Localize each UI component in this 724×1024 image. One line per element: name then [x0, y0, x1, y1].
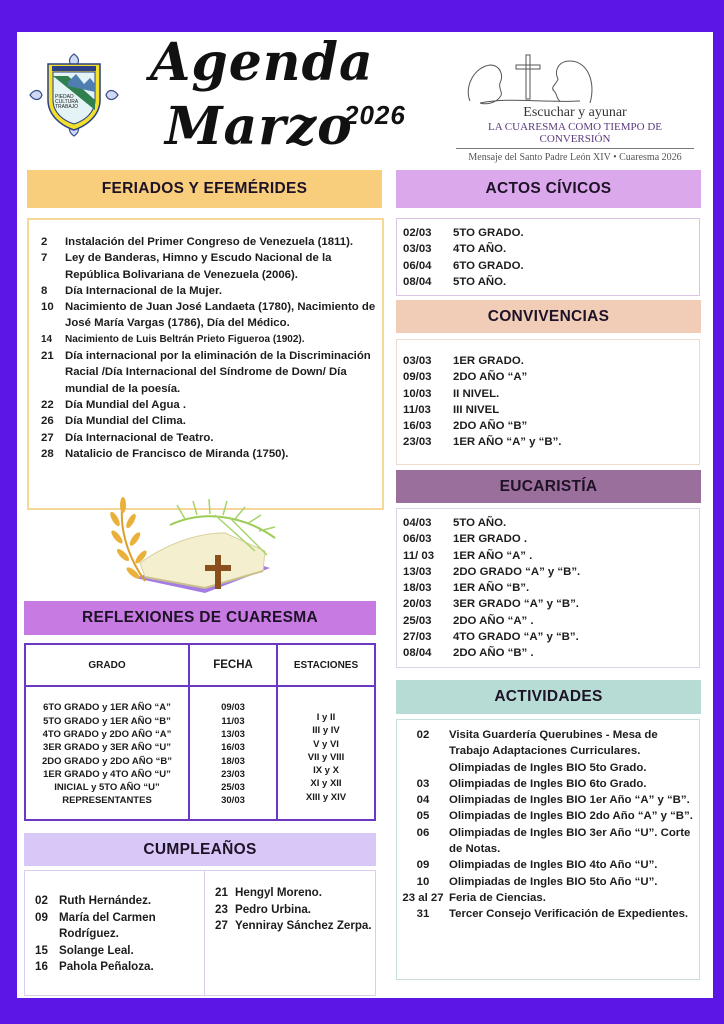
fecha-entry: 25/03	[221, 782, 245, 794]
birthday-name: Solange Leal.	[59, 943, 134, 957]
grado-entry: 5TO GRADO y 1ER AÑO “B”	[43, 715, 171, 727]
convivencia-item-date: 16/03	[403, 420, 432, 433]
eucaristia-item	[403, 645, 699, 661]
feriado-item	[41, 446, 376, 462]
actos-list	[397, 219, 699, 290]
acto-item	[403, 225, 699, 241]
eucaristia-item-text: 2DO AÑO “B” .	[453, 647, 534, 660]
fecha-cell	[189, 686, 277, 820]
title-year: 2026	[344, 100, 406, 130]
convivencia-item-text: 2DO AÑO “A”	[453, 371, 528, 384]
estacion-entry: III y IV	[312, 725, 340, 737]
fecha-entry: 23/03	[221, 768, 245, 780]
acto-item-text: 5TO AÑO.	[453, 275, 507, 288]
convivencia-item-text: II NIVEL.	[453, 387, 500, 400]
actividad-text: Feria de Ciencias.	[449, 891, 546, 904]
fecha-entry: 30/03	[221, 795, 245, 807]
actividad-text: Olimpiadas de Ingles BIO 3er Año “U”. Corte de Notas.	[449, 826, 691, 856]
eucaristia-item-text: 2DO AÑO “A” .	[453, 614, 534, 627]
eucaristia-item-text: 3ER GRADO “A” y “B”.	[453, 598, 579, 611]
actividad-item	[397, 906, 693, 922]
eucaristia-item-date: 08/04	[403, 647, 432, 660]
actividad-day: 10	[416, 875, 430, 888]
acto-item-date: 02/03	[403, 227, 432, 239]
convivencias-header: CONVIVENCIAS	[396, 300, 701, 333]
estacion-entry: VII y VIII	[307, 751, 345, 763]
fecha-entry: 09/03	[221, 702, 245, 714]
cross-silhouettes-icon	[460, 53, 600, 111]
reflexiones-table	[24, 643, 376, 821]
feriado-day: 8	[41, 284, 48, 297]
actividades-box	[396, 719, 700, 980]
feriados-box	[27, 218, 384, 510]
reflexiones-header: REFLEXIONES DE CUARESMA	[24, 601, 376, 635]
actividad-item	[397, 825, 693, 858]
convivencia-item	[403, 434, 699, 450]
actividad-item	[397, 890, 693, 906]
eucaristia-item	[403, 613, 699, 629]
grado-entry: REPRESENTANTES	[62, 795, 152, 807]
birthday-item	[35, 959, 204, 976]
birthday-name: Ruth Hernández.	[59, 894, 152, 907]
actividad-text: Tercer Consejo Verificación de Expedientes.	[449, 908, 689, 921]
birthday-name: Hengyl Moreno.	[235, 886, 322, 899]
birthday-item	[215, 885, 375, 902]
fecha-entry: 11/03	[221, 715, 245, 727]
cumpleanos-header: CUMPLEAÑOS	[24, 833, 376, 866]
cumpleanos-left-list	[25, 871, 205, 995]
title-month: Marzo	[165, 96, 353, 157]
actividad-text: Olimpiadas de Ingles BIO 5to Año “U”.	[449, 875, 658, 888]
birthday-name: María del Carmen Rodríguez.	[59, 910, 156, 940]
birthday-day: 09	[35, 910, 48, 924]
eucaristia-item	[403, 564, 699, 580]
grado-cell	[25, 686, 189, 820]
convivencia-item-date: 23/03	[403, 436, 432, 449]
convivencias-box	[396, 339, 700, 465]
acto-item-text: 6TO GRADO.	[453, 259, 524, 272]
actividades-header: ACTIVIDADES	[396, 680, 701, 714]
estacion-entry: XI y XII	[310, 778, 342, 790]
feriado-day: 7	[41, 252, 48, 265]
feriado-item	[41, 413, 376, 429]
feriado-item	[41, 332, 376, 348]
grado-entry: INICIAL y 5TO AÑO “U”	[54, 782, 160, 794]
feriado-text: Ley de Banderas, Himno y Escudo Nacional de la República Bolivariana de Venezuela (2006).	[65, 252, 332, 281]
eucaristia-item-date: 18/03	[403, 582, 432, 595]
feriado-item	[41, 430, 376, 446]
col-header-estaciones: ESTACIONES	[277, 644, 375, 686]
actividad-text: Olimpiadas de Ingles BIO 1er Año “A” y “B”.	[449, 794, 690, 807]
convivencia-item	[403, 353, 699, 369]
birthday-item	[215, 918, 375, 935]
eucaristia-item	[403, 629, 699, 645]
eucaristia-item-date: 06/03	[403, 533, 432, 546]
estacion-entry: I y II	[316, 712, 336, 723]
eucaristia-item-text: 4TO GRADO “A” y “B”.	[453, 631, 579, 644]
birthday-name: Yenniray Sánchez Zerpa.	[235, 919, 372, 932]
cumpleanos-box	[24, 870, 376, 996]
feriado-day: 2	[41, 236, 48, 248]
feriado-text: Día Internacional de la Mujer.	[65, 284, 222, 297]
feriado-text: Día Internacional de Teatro.	[65, 431, 214, 444]
estacion-entry: V y VI	[313, 738, 339, 750]
birthday-day: 16	[35, 960, 48, 973]
feriado-day: 21	[41, 350, 54, 363]
grado-entry: 1ER GRADO y 4TO AÑO “U”	[43, 768, 171, 780]
school-crest-logo	[28, 52, 120, 138]
feriado-text: Natalicio de Francisco de Miranda (1750).	[65, 447, 289, 460]
feriado-text: Día Mundial del Agua .	[65, 398, 187, 411]
convivencia-item-date: 09/03	[403, 371, 432, 384]
acto-item-date: 06/04	[403, 259, 432, 272]
actividad-item	[397, 792, 693, 808]
grado-entry: 4TO GRADO y 2DO AÑO “A”	[42, 728, 172, 740]
convivencia-item-text: 2DO AÑO “B”	[453, 420, 528, 433]
actividad-day: 03	[416, 777, 430, 790]
feriado-text: Día internacional por la eliminación de la Discriminación Racial /Día Internacional del Síndrome de Down/ Día mundial de la poesía.	[65, 350, 371, 395]
acto-item	[403, 241, 699, 257]
feriado-text: Nacimiento de Luis Beltrán Prieto Figueroa (1902).	[65, 333, 305, 345]
actos-header: ACTOS CÍVICOS	[396, 170, 701, 208]
actividad-text: Olimpiadas de Ingles BIO 2do Año “A” y “B”.	[449, 810, 693, 823]
grado-entry: 3ER GRADO y 3ER AÑO “U”	[43, 742, 171, 754]
birthday-name: Pahola Peñaloza.	[59, 960, 154, 973]
actividad-item	[397, 727, 693, 776]
col-header-fecha: FECHA	[189, 644, 277, 686]
feriado-item	[41, 234, 376, 250]
eucaristia-item-date: 04/03	[403, 517, 432, 529]
reflexiones-table-wrap	[24, 643, 376, 821]
eucaristia-item-date: 11/ 03	[403, 549, 435, 562]
eucaristia-item-date: 27/03	[403, 631, 432, 644]
acto-item	[403, 274, 699, 290]
actividad-text: Olimpiadas de Ingles BIO 6to Grado.	[449, 777, 647, 790]
birthday-day: 02	[35, 894, 48, 907]
convivencia-item-date: 10/03	[403, 387, 432, 400]
birthday-day: 21	[215, 886, 228, 899]
actividad-item	[397, 874, 693, 890]
fecha-entry: 13/03	[221, 728, 245, 740]
actividad-day: 04	[416, 794, 430, 807]
actividad-day: 02	[416, 729, 430, 741]
actividad-day: 06	[416, 826, 430, 839]
feriado-item	[41, 348, 376, 397]
birthday-item	[35, 910, 204, 943]
eucaristia-header: EUCARISTÍA	[396, 470, 701, 503]
acto-item	[403, 258, 699, 274]
lent-logo-line2: LA CUARESMA COMO TIEMPO DE CONVERSIÓN	[456, 121, 694, 149]
eucaristia-item	[403, 515, 699, 531]
convivencia-item	[403, 418, 699, 434]
birthday-name: Pedro Urbina.	[235, 902, 312, 916]
eucaristia-item-text: 5TO AÑO.	[453, 517, 507, 529]
convivencia-item	[403, 369, 699, 385]
actividad-day: 23 al 27	[402, 891, 444, 904]
cumpleanos-right-list	[205, 871, 375, 995]
actividad-item	[397, 776, 693, 792]
title-agenda: Agenda	[150, 32, 374, 93]
col-header-grado: GRADO	[25, 644, 189, 686]
birthday-day: 15	[35, 943, 48, 957]
convivencia-item	[403, 386, 699, 402]
actos-box	[396, 218, 700, 296]
convivencia-item-date: 03/03	[403, 355, 432, 367]
actividad-day: 05	[416, 810, 430, 823]
birthday-item	[215, 902, 375, 919]
actividad-item	[397, 857, 693, 873]
actividad-item	[397, 808, 693, 824]
lent-logo-line1: Escuchar y ayunar	[523, 105, 627, 120]
feriado-text: Instalación del Primer Congreso de Venezuela (1811).	[65, 236, 354, 248]
birthday-item	[35, 893, 204, 910]
feriado-day: 14	[41, 333, 53, 345]
lent-logo-line3: Mensaje del Santo Padre León XIV • Cuaresma 2026	[468, 152, 682, 163]
feriado-item	[41, 397, 376, 413]
convivencia-item-date: 11/03	[403, 403, 431, 416]
convivencias-list	[397, 340, 699, 451]
acto-item-text: 5TO GRADO.	[453, 227, 524, 239]
eucaristia-item	[403, 596, 699, 612]
svg-text:CULTURA: CULTURA	[55, 99, 79, 105]
convivencia-item-text: 1ER AÑO “A” y “B”.	[453, 436, 562, 449]
eucaristia-item-text: 1ER AÑO “B”.	[453, 582, 530, 595]
feriados-list	[29, 220, 382, 462]
feriado-day: 28	[41, 447, 54, 460]
estaciones-cell	[277, 686, 375, 820]
eucaristia-item-text: 2DO GRADO “A” y “B”.	[453, 565, 581, 578]
fecha-entry: 16/03	[221, 742, 245, 754]
eucaristia-item-date: 13/03	[403, 565, 432, 578]
feriado-item	[41, 283, 376, 299]
palm-bible-illustration	[105, 493, 285, 601]
actividad-text: Olimpiadas de Ingles BIO 4to Año “U”.	[449, 859, 658, 872]
eucaristia-item	[403, 531, 699, 547]
estacion-entry: IX y X	[313, 765, 339, 777]
eucaristia-item-text: 1ER GRADO .	[453, 533, 528, 546]
eucaristia-list	[397, 509, 699, 662]
svg-text:TRABAJO: TRABAJO	[55, 104, 79, 110]
feriado-day: 22	[41, 398, 54, 411]
eucaristia-item-date: 25/03	[403, 614, 432, 627]
convivencia-item	[403, 402, 699, 418]
grado-entry: 2DO GRADO y 2DO AÑO “B”	[41, 755, 173, 767]
feriado-text: Nacimiento de Juan José Landaeta (1780), Nacimiento de José María Vargas (1786), Día del Médico.	[65, 301, 376, 330]
acto-item-date: 03/03	[403, 243, 432, 256]
birthday-day: 23	[215, 902, 228, 916]
eucaristia-item-text: 1ER AÑO “A” .	[453, 549, 533, 562]
fecha-entry: 18/03	[221, 755, 245, 767]
feriado-day: 10	[41, 301, 54, 314]
eucaristia-box	[396, 508, 700, 668]
birthday-item	[35, 943, 204, 960]
actividad-text: Visita Guardería Querubines - Mesa de Trabajo Adaptaciones Curriculares. Olimpiadas de Ingles BIO 5to Grado.	[449, 729, 658, 774]
actividad-day: 09	[416, 859, 430, 872]
acto-item-text: 4TO AÑO.	[453, 243, 507, 256]
grado-entry: 6TO GRADO y 1ER AÑO “A”	[43, 702, 171, 714]
svg-text:PIEDAD: PIEDAD	[55, 94, 74, 100]
birthday-day: 27	[215, 919, 228, 932]
feriado-day: 26	[41, 415, 54, 428]
convivencia-item-text: 1ER GRADO.	[453, 355, 524, 367]
actividades-list	[397, 720, 699, 923]
feriado-text: Día Mundial del Clima.	[65, 415, 186, 428]
feriado-day: 27	[41, 431, 54, 444]
eucaristia-item-date: 20/03	[403, 598, 432, 611]
feriados-header: FERIADOS Y EFEMÉRIDES	[27, 170, 382, 208]
acto-item-date: 08/04	[403, 275, 432, 288]
convivencia-item-text: III NIVEL	[453, 403, 500, 416]
actividad-day: 31	[416, 908, 430, 921]
feriado-item	[41, 250, 376, 283]
eucaristia-item	[403, 580, 699, 596]
lent-message-logo	[450, 55, 700, 165]
eucaristia-item	[403, 548, 699, 564]
feriado-item	[41, 299, 376, 332]
estacion-entry: XIII y XIV	[305, 791, 347, 803]
